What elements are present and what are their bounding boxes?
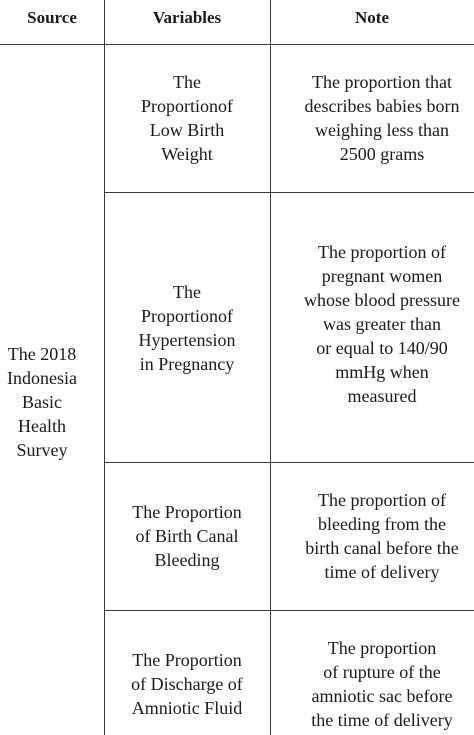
row-4-note: The proportion of rupture of the amniotic sac before the time of delivery [311, 638, 453, 730]
row-1-variable: The Proportionof Low Birth Weight [141, 72, 233, 164]
row-2-bottom-rule [104, 462, 474, 463]
row-1-bottom-rule [104, 192, 474, 193]
variables-column-divider [270, 0, 271, 735]
header-source: Source [27, 8, 77, 27]
header-bottom-rule [0, 44, 474, 45]
row-3-note: The proportion of bleeding from the birth canal before the time of delivery [305, 490, 459, 582]
source-cell: The 2018 Indonesia Basic Health Survey [7, 344, 77, 460]
row-4-variable: The Proportion of Discharge of Amniotic Fluid [131, 650, 243, 718]
row-2-note: The proportion of pregnant women whose blood pressure was greater than or equal to 140/90 mmHg when measured [304, 242, 460, 406]
row-1-note: The proportion that describes babies born weighing less than 2500 grams [304, 72, 460, 164]
header-note: Note [355, 8, 389, 27]
row-3-bottom-rule [104, 610, 474, 611]
row-3-variable: The Proportion of Birth Canal Bleeding [132, 502, 242, 570]
row-2-variable: The Proportionof Hypertension in Pregnancy [138, 282, 236, 374]
header-variables: Variables [152, 8, 222, 27]
